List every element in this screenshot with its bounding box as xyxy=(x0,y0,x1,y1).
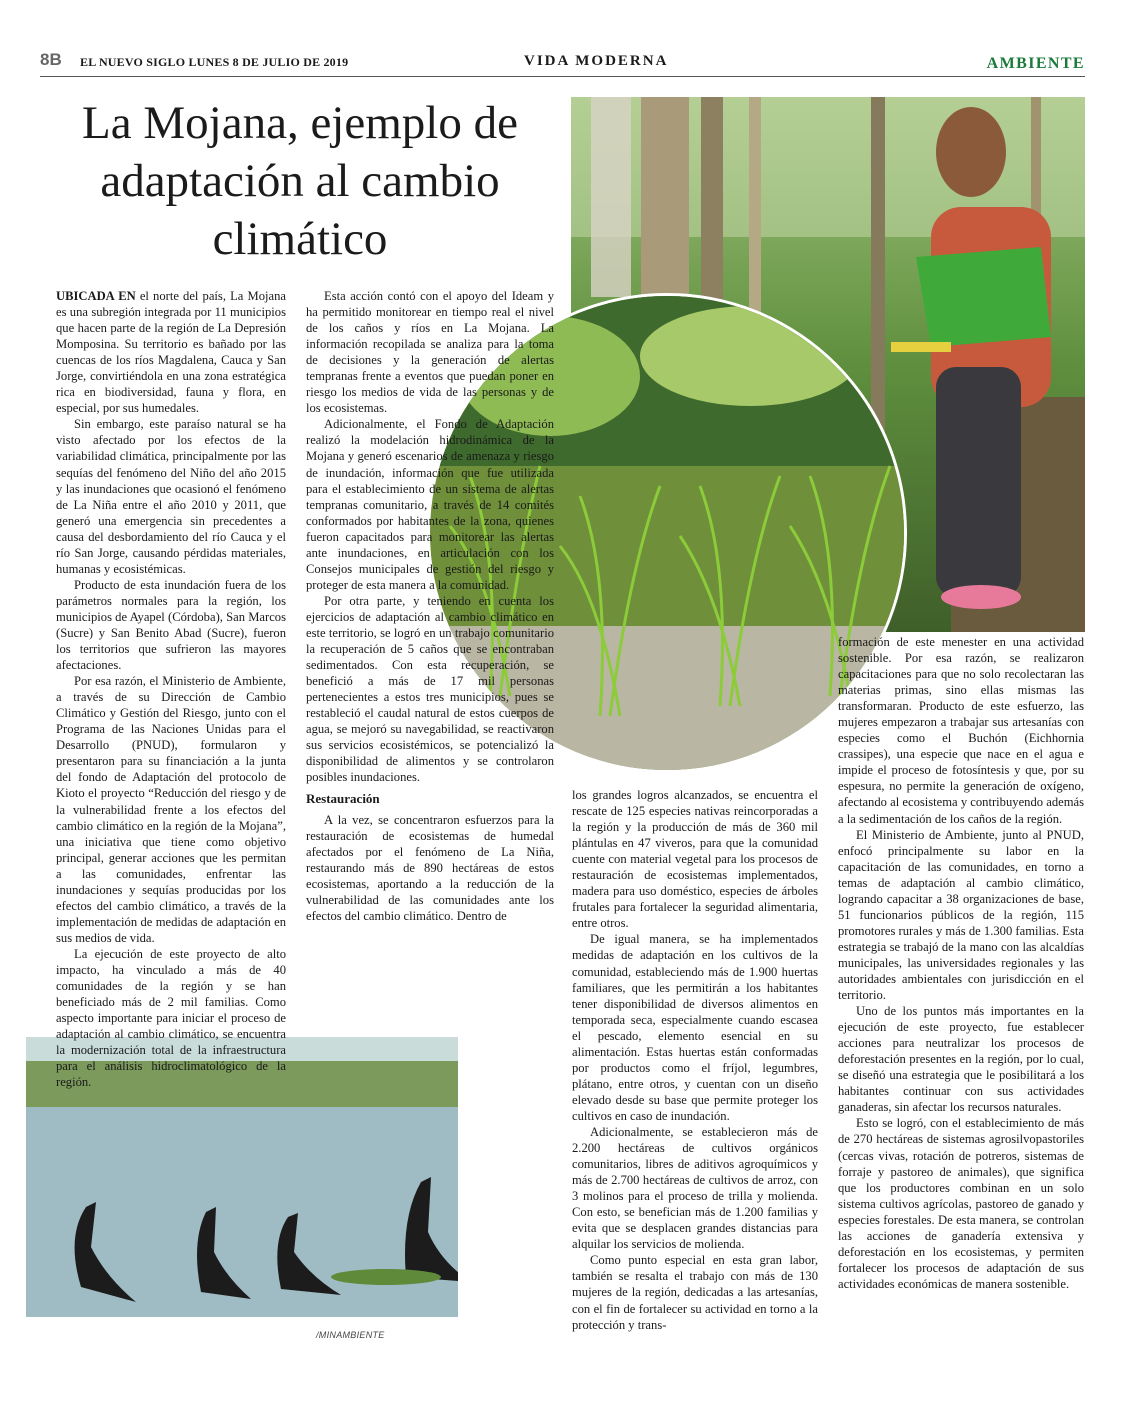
paragraph-4: Por esa razón, el Ministerio de Ambiente, a través de su Dirección de Cambio Climático y Gestión del Riesgo, junto con el Programa de las Naciones Unidas para el Desarrollo (PNUD), formularon y presentaron para su financiación a la junta del fondo de Adaptación del protocolo de Kioto el proyecto “Reducción del riesgo y de la vulnerabilidad frente a los efectos del cambio climático en la región de la Mojana”, una iniciativa que tiene como objetivo principal, generar acciones que les permitan a las comunidades, enfrentar las inundaciones y sequías producidas por los efectos del cambio climático, a través de la implementación de medidas de adaptación en sus medios de vida. xyxy=(56,674,286,945)
paragraph-16: Uno de los puntos más importantes en la ejecución de este proyecto, fue establecer acciones para neutralizar los procesos de deforestación presentes en la región, por lo cual, se diseñó una estrategia que le posibilitará a los habitantes continuar con sus actividades ganaderas, sin afectar los recursos naturales. xyxy=(838,1004,1084,1115)
paragraph-12: Adicionalmente, se establecieron más de 2.200 hectáreas de cultivos orgánicos comunitarios, libres de aditivos agroquímicos y más de 2.700 hectáreas de cultivos de arroz, con 3 molinos para el proceso de trilla y molienda. Con esto, se benefician más de 1.200 familias y evita que se desplacen grandes distancias para alquilar los servicios de molienda. xyxy=(572,1124,818,1252)
article-column-1 xyxy=(56,288,286,1090)
paragraph-13: Como punto especial en esta gran labor, también se resalta el trabajo con más de 130 mujeres de la región, dedicadas a las artesanías, con el fin de fortalecer su actividad en torno a la protección y trans- xyxy=(572,1253,818,1332)
photo-credit: /MINAMBIENTE xyxy=(316,1330,385,1340)
page-header xyxy=(40,40,1085,77)
paragraph-14: formación de este menester en una actividad sostenible. Por esa razón, se realizaron capacitaciones para que no solo recolectaran las materias primas, sino ellas mismas las transformaran. Producto de este esfuerzo, las mujeres empezaron a trabajar sus artesanías con especies como el Buchón (Eichhornia crassipes), una especie que nace en el agua e impide el proceso de fotosíntesis y que, por su espesura, no permite la generación de oxígeno, afectando al ecosistema y contribuyendo además a la sedimentación de los caños de la región. xyxy=(838,635,1084,826)
paragraph-1-text: el norte del país, La Mojana es una subregión integrada por 11 municipios que hacen parte de la región de La Depresión Momposina. Su territorio es bañado por las cuencas de los ríos Magdalena, Cauca y San Jorge, convirtiéndola en una zona estratégica rica en biodiversidad, fauna y flora, en especial, por sus humedales. xyxy=(56,289,286,416)
subhead-restauracion: Restauración xyxy=(306,791,380,807)
category-name: AMBIENTE xyxy=(986,55,1085,72)
page-number: 8B xyxy=(40,50,62,69)
article-title: La Mojana, ejemplo de adaptación al cambio climático xyxy=(82,97,518,265)
paragraph-3: Producto de esta inundación fuera de los parámetros normales para la región, los municipios de Ayapel (Córdoba), San Marcos (Sucre) y San Benito Abad (Sucre), fueron los territorios que sufrieron las mayores afectaciones. xyxy=(56,577,286,673)
paragraph-11: De igual manera, se ha implementados medidas de adaptación en los cultivos de la comunidad, estableciendo más de 1.900 huertas familiares, que les permitirán a los habitantes tener disponibilidad de diversos alimentos en temporada seca, especialmente cuando escasea el pescado, elemento esencial en su alimentación. Estas huertas están conformadas por productos como el fríjol, legumbres, plátano, entre otros, y cuentan con un diseño elevado desde su base que permite proteger los cultivos en caso de inundación. xyxy=(572,932,818,1123)
paragraph-7: Adicionalmente, el Fondo de Adaptación realizó la modelación hidrodinámica de la Mojana y generó escenarios de amenaza y riesgo de inundación, información que fue utilizada para el establecimiento de un sistema de alertas tempranas comunitario, a través de 14 comités conformados por habitantes de la zona, quienes fueron capacitados para monitorear las alertas ante inundaciones, en articulación con los Consejos municipales de gestión del riesgo y proteger de esta manera a la comunidad. xyxy=(306,417,554,592)
paragraph-6: Esta acción contó con el apoyo del Ideam y ha permitido monitorear en tiempo real el nivel de los caños y ríos en La Mojana. La información recopilada se analiza para la toma de decisiones y la generación de alertas tempranas frente a eventos que puedan poner en riesgo los medios de vida de las personas y de los ecosistemas. xyxy=(306,289,554,416)
paragraph-10: los grandes logros alcanzados, se encuentra el rescate de 125 especies nativas reincorporadas a la región y la producción de más de 360 mil plántulas en 47 viveros, para que la comunidad cuente con material vegetal para los procesos de restauración de ecosistemas implementados, madera para uso doméstico, especies de árboles frutales para fortalecer la seguridad alimentaria, entre otros. xyxy=(572,788,818,931)
paragraph-2: Sin embargo, este paraíso natural se ha visto afectado por los efectos de la variabilidad climática, principalmente por las sequías del fenómeno del Niño del año 2015 y las inundaciones que ocasionó el fenómeno de La Niña entre el año 2010 y 2011, que generó una emergencia sin precedentes a causa del desbordamiento del río Cauca y el río San Jorge, causando pérdidas materiales, humanas y ecosistémicas. xyxy=(56,417,286,576)
paragraph-9: A la vez, se concentraron esfuerzos para la restauración de ecosistemas de humedal afectados por el fenómeno de La Niña, restaurando más de 890 hectáreas de estos ecosistemas, aportando a la reducción de la vulnerabilidad de las comunidades ante los efectos del cambio climático. Dentro de xyxy=(306,812,554,923)
lead-in: UBICADA EN xyxy=(56,289,136,303)
paragraph-1 xyxy=(56,288,286,416)
article-column-4 xyxy=(838,634,1084,1292)
article-column-2 xyxy=(306,288,554,924)
publication-dateline: EL NUEVO SIGLO LUNES 8 DE JULIO DE 2019 xyxy=(80,55,349,69)
paragraph-8: Por otra parte, y teniendo en cuenta los ejercicios de adaptación al cambio climático en este territorio, se logró en un trabajo comunitario la recuperación de 5 caños que se encontraban sedimentados. Con esta recuperación, se benefició a más de 17 mil personas pertenecientes a estos tres municipios, pues se restableció el caudal natural de estos cuerpos de agua, se mejoró su navegabilidad, se reactivaron sus servicios ecosistémicos, se potencializó la disponibilidad de alimentos y se controlaron posibles inundaciones. xyxy=(306,593,554,785)
article-column-3 xyxy=(572,787,818,1333)
paragraph-15: El Ministerio de Ambiente, junto al PNUD, enfocó principalmente su labor en la capacitación de las comunidades, en torno a temas de adaptación al cambio climático, logrando capacitar a 38 organizaciones de base, 51 funcionarios públicos de la región, 115 promotores rurales y más de 1.300 familias. Esta estrategia se trabajó de la mano con las alcaldías municipales, las universidades regionales y las autoridades ambientales con jurisdicción en el territorio. xyxy=(838,827,1084,1003)
paragraph-5: La ejecución de este proyecto de alto impacto, ha vinculado a más de 40 comunidades de la región y se han beneficiado más de 2 mil familias. Como aspecto importante para iniciar el proceso de adaptación al cambio climático, se encuentra la modernización total de la infraestructura para el análisis hidroclimatológico de la región. xyxy=(56,946,286,1090)
paragraph-17: Esto se logró, con el establecimiento de más de 270 hectáreas de sistemas agrosilvopastoriles (cercas vivas, rotación de potreros, sistemas de forraje y pastoreo de animales), que significa que los productores combinan en un solo sistema cultivos agrícolas, pastoreo de ganado y especies forestales. De esta manera, se controlan las acciones de ganadería extensiva y deforestación en los ecosistemas, y permiten fortalecer los procesos de adaptación de sus actividades económicas de manera sostenible. xyxy=(838,1116,1084,1291)
section-name: VIDA MODERNA xyxy=(524,53,669,69)
